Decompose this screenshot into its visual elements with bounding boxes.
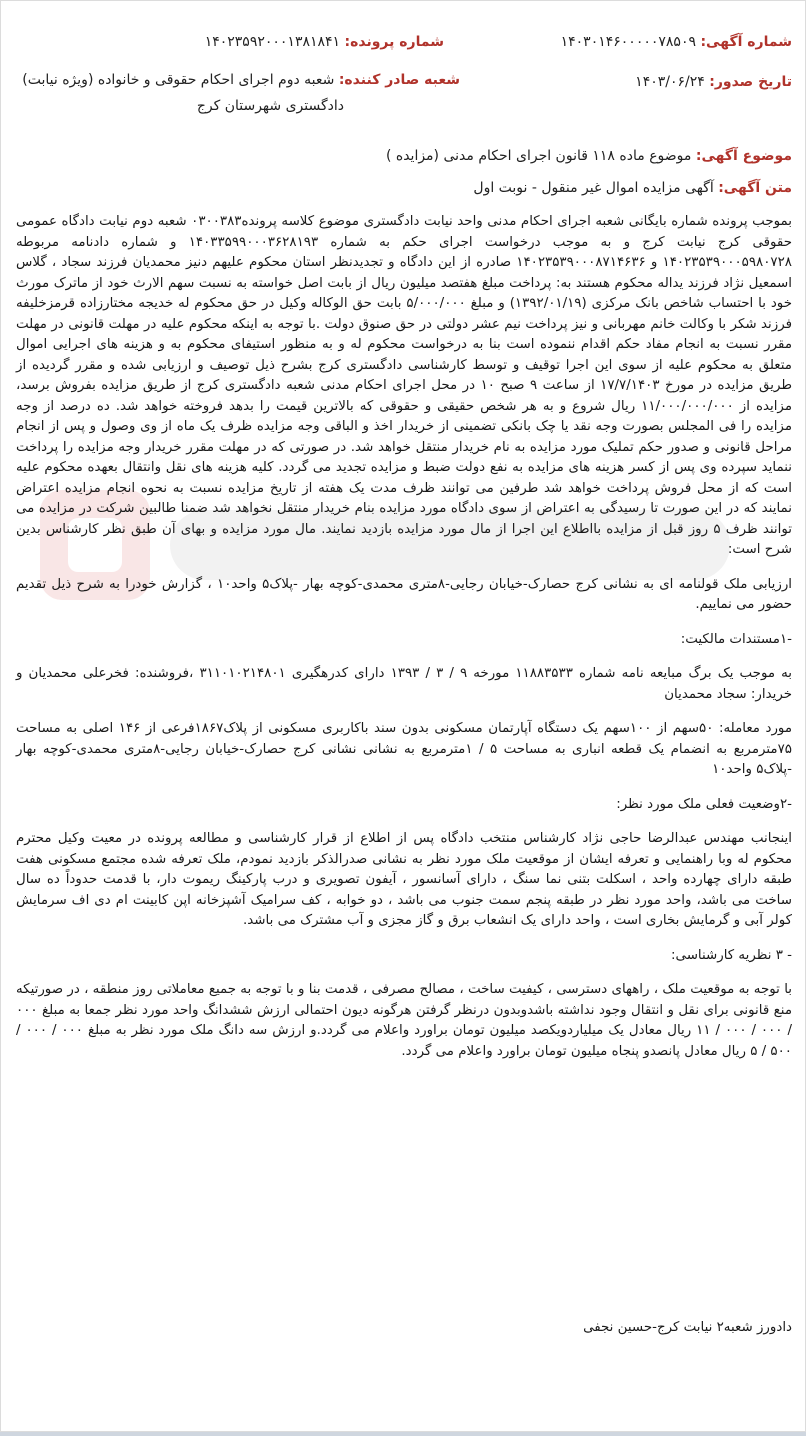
- text-header-row: [473, 180, 792, 196]
- signature-text: دادورز شعبه۲ نیابت کرج-حسین نجفی: [583, 1320, 792, 1335]
- section-heading-status: -۲وضعیت فعلی ملک مورد نظر:: [616, 796, 792, 812]
- issuer-row-2: [197, 98, 344, 114]
- issuer-row: [22, 72, 460, 88]
- body-paragraph-opinion: با توجه به موقعیت ملک ، راههای دسترسی ، کیفیت ساخت ، مصالح مصرفی ، قدمت بنا و با توجه به جمیع معاملاتی روز منطقه ، در صورتیکه منع قانونی برای نقل و انتقال وجود نداشته باشدوبدون درنظر گرفتن هرگونه دیون احتمالی ارزش ششدانگ واحد مورد نظر جمعا به مبلغ ۰۰۰ / ۰۰۰ / ۰۰۰ / ۱۱ ریال معادل یک میلیاردویکصد میلیون تومان براورد واعلام می گردد.و ارزش سه دانگ ملک مورد نظر به مبلغ ۰۰۰ / ۰۰۰ / ۵۰۰ / ۵ ریال معادل پانصدو پنجاه میلیون تومان براورد واعلام می گردد.: [16, 982, 792, 1059]
- case-number-label: شماره پرونده:: [344, 34, 444, 50]
- bottom-divider: [0, 1432, 806, 1436]
- ad-number-label: شماره آگهی:: [700, 34, 792, 50]
- body-paragraph-status: اینجانب مهندس عبدالرضا حاجی نژاد کارشناس منتخب دادگاه پس از اطلاع از قرار کارشناسی و مطالعه پرونده در معیت وکیل محترم محکوم له وبا راهنمایی و تعرفه ایشان از موقعیت ملک مورد نظر به نشانی صدرالذکر بازدید نمودم، ملک تعرفه شده مجتمع مسکونی هفت طبقه دارای چهارده واحد ، اسکلت بتنی نما سنگ ، دارای آسانسور ، آیفون تصویری و درب پارکینگ ریموت دار، با قدمت حدوداً ده سال ساخت می باشد، واحد مورد نظر در طبقه پنجم سمت جنوب می باشد ، دو خوابه ، کف سرامیک آشپزخانه اپن کابینت ام دی اف سرمایش کولر آبی و گرمایش بخاری است ، واحد دارای یک انشعاب برق و گاز مجزی و آب مشترک می باشد.: [16, 831, 792, 928]
- issue-date-value: ۱۴۰۳/۰۶/۲۴: [635, 74, 705, 90]
- body-paragraph-transaction: مورد معامله: ۵۰سهم از ۱۰۰سهم یک دستگاه آپارتمان مسکونی بدون سند باکاربری مسکونی از پلاک۱۸۶۷فرعی از ۱۴۶ اصلی به مساحت ۷۵مترمربع به انضمام یک قطعه انباری به مساحت ۵ / ۱مترمربع به نشانی نشانی کرج حصارک-خیابان رجایی-۸متری محمدی-کوچه بهار -پلاک۵ واحد۱۰: [16, 721, 792, 777]
- issuer-line2: دادگستری شهرستان کرج: [196, 98, 344, 114]
- issue-date-label: تاریخ صدور:: [709, 74, 792, 90]
- section-heading-ownership: -۱مستندات مالکیت:: [680, 631, 792, 647]
- body-paragraph-main: بموجب پرونده شماره بایگانی شعبه اجرای احکام مدنی واحد نیابت دادگستری موضوع کلاسه پرونده۰۳۰۰۳۸۳ شعبه دوم نیابت دادگاه عمومی حقوقی کرج نیابت کرج و به موجب درخواست اجرای حکم به شماره ۱۴۰۳۳۵۹۹۰۰۰۳۶۲۸۱۹۳ و شماره دادنامه مربوطه ۱۴۰۲۳۵۳۹۰۰۰۵۹۸۰۷۲۸ و ۱۴۰۲۳۵۳۹۰۰۰۸۷۱۴۶۳۶ صادره از این دادگاه و تجدیدنظر استان محکوم علیهم دنیز محمدیان فرزند سجاد ، گلاس اسمعیل نژاد فرزند یداله محکوم هستند به: پرداخت مبلغ هفتصد میلیون ریال از بابت اصل خواسته به نسبت سهم الارث خود از ماترک مورث خود با احتساب شاخص بانک مرکزی (۱۳۹۲/۰۱/۱۹) و مبلغ ۵/۰۰۰/۰۰۰ بابت حق الوکاله وکیل در حق محکوم له خدیجه مختارزاده قرمزخلیفه فرزند شکر با وکالت خانم مهربانی و نیز پرداخت نیم عشر دولتی در حق صنوق دولت .با توجه به اینکه محکوم علیه در مهلت قانونی در مهلت مقرر نسبت به انجام مفاد حکم اقدام ننموده است بنا به درخواست محکوم له و به منظور استیفای محکوم به و هزینه های اجرایی اموال متعلق به محکوم علیه از سوی این اجرا توقیف و توسط کارشناسی دادگستری کرج بشرح ذیل توصیف و ارزیابی شده و مقرر گردیده از طریق مزایده در مورخ ۱۷/۷/۱۴۰۳ از ساعت ۹ صبح ۱۰ در محل اجرای احکام مدنی شعبه دادگستری کرج از طریق مزایده بفروش برسد، مزایده از ۱۱/۰۰۰/۰۰۰/۰۰۰ ریال شروع و به هر شخص حقیقی و حقوقی که بالاترین قیمت را بدهد فروخته خواهد شد. ده درصد از وجه مزایده را فی المجلس بصورت وجه نقد یا چک بانکی تضمینی از خریدار اخذ و الباقی وجه مزایده ظرف یک ماه از وی وصول و پس از انجام مراحل قانونی و صدور حکم تملیک مورد مزایده به نام خریدار منتقل خواهد شد. در صورتی که در مهلت مقرر خریدار وجه مزایده را پرداخت ننماید سپرده وی پس از کسر هزینه های مزایده به نفع دولت ضبط و مزایده تجدید می گردد. کلیه هزینه های نقل وانتقال بعهده محکوم علیه است که از محل فروش پرداخت خواهد شد طرفین می توانند ظرف مدت یک هفته از تاریخ مزایده نسبت به نحوه انجام مزایده اعتراض نمایند که در این صورت تا رسیدگی به اعتراض از سوی دادگاه مورد مزایده بنام خریدار منتقل نخواهد شد ضمنا طالبین شرکت در مزایده می توانند ظرف ۵ روز قبل از مزایده بااطلاع این اجرا از مال مورد مزایده بازدید نمایند. مال مورد مزایده و بهای آن طبق نظر کارشناس بدین شرح است:: [16, 214, 792, 557]
- notice-body: [16, 212, 792, 1076]
- subject-value: موضوع ماده ۱۱۸ قانون اجرای احکام مدنی (مزایده ): [385, 148, 692, 164]
- body-paragraph-deed: به موجب یک برگ مبایعه نامه شماره ۱۱۸۸۳۵۳۳ مورخه ۹ / ۳ / ۱۳۹۳ دارای کدرهگیری ۳۱۱۰۱۰۲۱۴۸۰۱ ،فروشنده: فخرعلی محمدیان و خریدار: سجاد محمدیان: [16, 666, 793, 702]
- issuer-line1: شعبه دوم اجرای احکام حقوقی و خانواده (ویژه نیابت): [22, 72, 335, 88]
- issuer-label: شعبه صادر کننده:: [338, 72, 460, 88]
- issue-date-row: [635, 74, 792, 90]
- case-number-row: [205, 34, 444, 50]
- case-number-value: ۱۴۰۲۳۵۹۲۰۰۰۱۳۸۱۸۴۱: [204, 34, 341, 50]
- section-heading-opinion: - ۳ نظریه کارشناسی:: [671, 947, 792, 963]
- subject-label: موضوع آگهی:: [695, 148, 792, 164]
- text-header-label: متن آگهی:: [718, 180, 792, 196]
- text-header-value: آگهی مزایده اموال غیر منقول - نوبت اول: [473, 180, 714, 196]
- ad-number-value: ۱۴۰۳۰۱۴۶۰۰۰۰۰۷۸۵۰۹: [560, 34, 696, 50]
- signature: [583, 1320, 792, 1335]
- ad-number-row: [561, 34, 792, 50]
- subject-row: [386, 148, 792, 164]
- body-paragraph-appraisal: ارزیابی ملک قولنامه ای به نشانی کرج حصارک-خیابان رجایی-۸متری محمدی-کوچه بهار -پلاک۵ واحد۱۰ ، گزارش خودرا به شرح ذیل تقدیم حضور می نماییم.: [16, 576, 793, 612]
